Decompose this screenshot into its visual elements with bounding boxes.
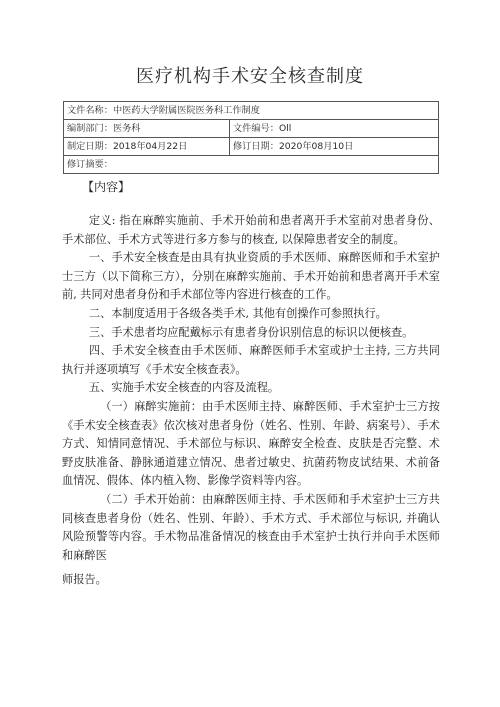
meta-row-department xyxy=(64,120,439,138)
file-name-label: 文件名称： xyxy=(67,105,113,116)
document-meta-table xyxy=(63,101,439,174)
revised-date-label: 修订日期： xyxy=(233,141,279,152)
paragraph-continuation: 师报告。 xyxy=(62,573,107,587)
meta-cell-department xyxy=(64,120,230,138)
file-name-value: 中医药大学附属医院医务科工作制度 xyxy=(112,105,260,116)
document-title: 医疗机构手术安全核查制度 xyxy=(136,66,364,87)
paragraph-subitem-1: （一）麻醉实施前：由手术医师主持、麻醉医师、手术室护士三方按《手术安全核查表》依次核对患者身份（姓名、性别、年龄、病案号）、手术方式、知情同意情况、手术部位与标识、麻醉安全检查、皮肤是否完整、术野皮肤准备、静脉通道建立情况、患者过敏史、抗菌药物皮试结果、术前备血情况、假体、体内植入物、影像学资料等内容。 xyxy=(62,399,440,488)
meta-cell-summary xyxy=(64,156,439,174)
paragraph-item-1: 一、手术安全核查是由具有执业资质的手术医师、麻醉医师和手术室护士三方（以下简称三方），分别在麻醉实施前、手术开始前和患者离开手术室前, 共同对患者身份和手术部位等内容进行核查的工作。 xyxy=(62,251,440,302)
revised-date-value: 2020年08月10日 xyxy=(278,141,354,152)
paragraph-definition: 定义: 指在麻醉实施前、手术开始前和患者离开手术室前对患者身份、手术部位、手术方式等进行多方参与的核查, 以保障患者安全的制度。 xyxy=(62,214,440,246)
department-label: 编制部门： xyxy=(67,123,113,134)
department-value: 医务科 xyxy=(112,123,141,134)
created-date-label: 制定日期： xyxy=(67,141,113,152)
paragraph-item-2: 二、本制度适用于各级各类手术, 其他有创操作可参照执行。 xyxy=(88,306,387,320)
summary-label: 修订摘要： xyxy=(67,159,113,170)
file-number-value: Oll xyxy=(278,123,292,134)
document-body xyxy=(62,212,440,590)
file-number-label: 文件编号： xyxy=(233,123,279,134)
meta-cell-file-number xyxy=(230,120,439,138)
meta-row-summary xyxy=(64,156,439,174)
meta-cell-file-name xyxy=(64,102,439,120)
paragraph-item-5: 五、实施手术安全核查的内容及流程。 xyxy=(88,381,280,395)
meta-row-file-name xyxy=(64,102,439,120)
section-label-content: 【内容】 xyxy=(82,180,131,194)
paragraph-item-3: 三、手术患者均应配戴标示有患者身份识别信息的标识以便核查。 xyxy=(88,325,414,339)
created-date-value: 2018年04月22日 xyxy=(112,141,188,152)
meta-cell-revised-date xyxy=(230,138,439,156)
meta-cell-created-date xyxy=(64,138,230,156)
paragraph-subitem-2: （二）手术开始前：由麻醉医师主持、手术医师和手术室护士三方共同核查患者身份（姓名、性别、年龄）、手术方式、手术部位与标识, 并确认风险预警等内容。手术物品准备情况的核查由手术室护士执行并向手术医师和麻醉医 xyxy=(62,492,440,562)
meta-row-dates xyxy=(64,138,439,156)
paragraph-item-4: 四、手术安全核查由手术医师、麻醉医师手术室或护士主持, 三方共同执行并逐项填写《手术安全核查表》。 xyxy=(62,344,440,376)
